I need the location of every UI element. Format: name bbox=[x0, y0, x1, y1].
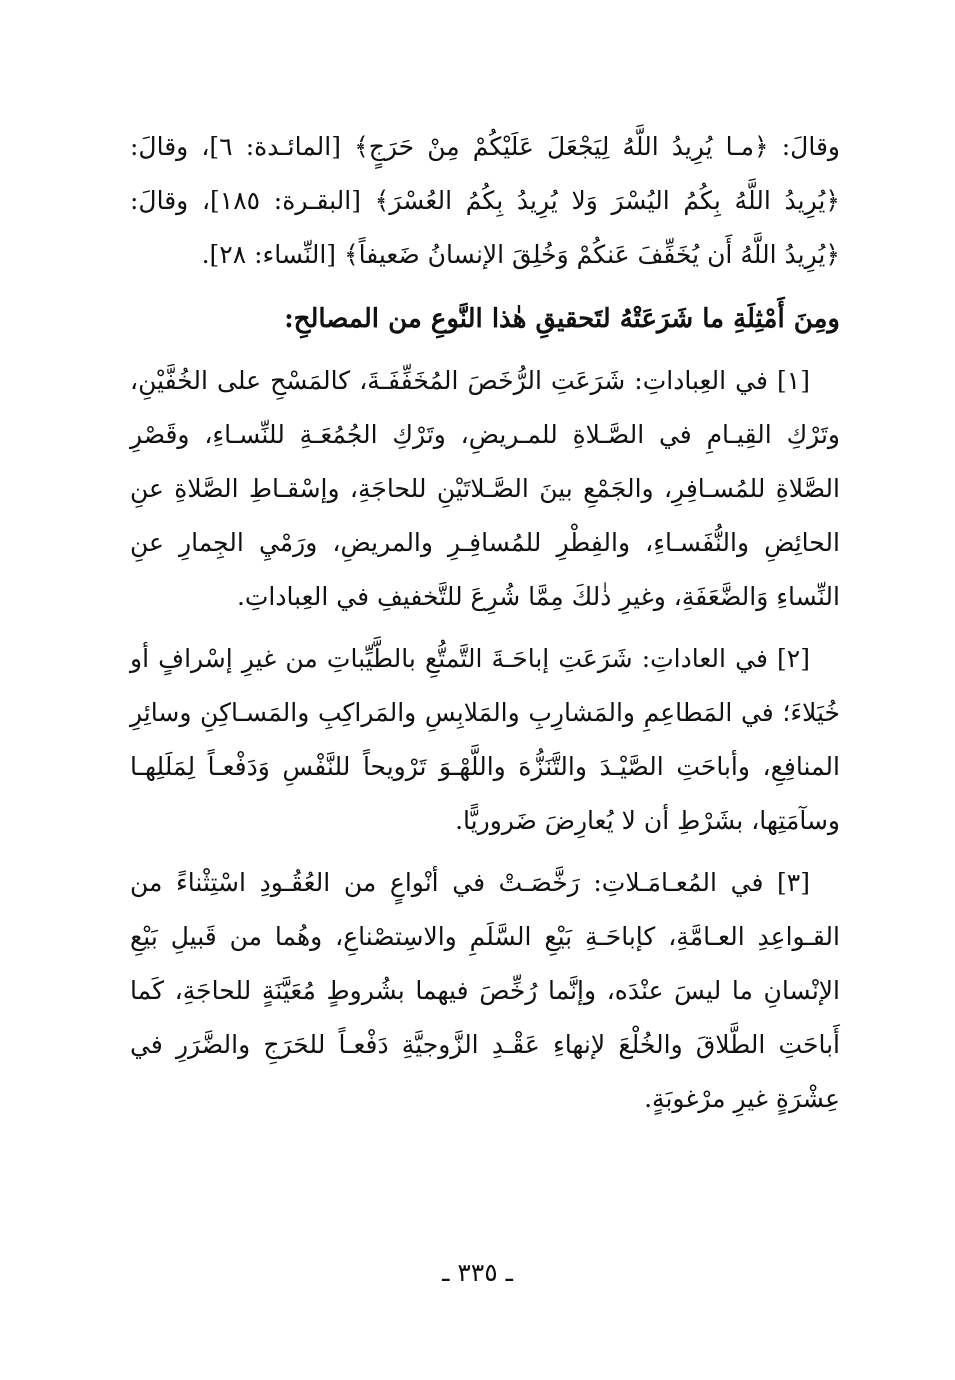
item-2-customs-paragraph: [٢] في العاداتِ: شَرَعَتِ إباحَـةَ التَّمتُّعِ بالطَّيِّباتِ من غيرِ إسْرافٍ أو خُيَلاءَ؛ في المَطاعِمِ والمَشارِبِ والمَلابِسِ والمَراكِبِ والمَسـاكِنِ وسائِرِ المنافِعِ، وأباحَتِ الصَّيْـدَ والتَّنَزُّهَ واللَّهْـوَ تَرْويحاً للنَّفْسِ وَدَفْعـاً لِمَلَلِهـا وسآمَتِها، بشَرْطِ أن لا يُعارِضَ ضَروريًّا. bbox=[130, 644, 840, 835]
document-page bbox=[130, 120, 840, 1126]
section-heading: ومِنَ أَمْثِلَةِ ما شَرَعَتْهُ لتَحقيقِ هٰذا النَّوعِ من المصالحِ: bbox=[284, 304, 840, 334]
page-number: ـ ٣٣٥ ـ bbox=[442, 1258, 513, 1287]
quranic-verses-paragraph: وقالَ: ﴿مـا يُرِيدُ اللَّهُ لِيَجْعَلَ عَلَيْكُمْ مِنْ حَرَجٍ﴾ [المائـدة: ٦]، وقالَ: ﴿يُرِيدُ اللَّهُ بِكُمُ اليُسْرَ وَلا يُرِيدُ بِكُمُ العُسْرَ﴾ [البقـرة: ١٨٥]، وقالَ: ﴿يُرِيدُ اللَّهُ أَن يُخَفِّفَ عَنكُمْ وَخُلِقَ الإنسانُ ضَعيفاً﴾ [النِّساء: ٢٨]. bbox=[130, 132, 840, 269]
item-3-transactions-paragraph: [٣] في المُعـامَـلاتِ: رَخَّصَـتْ في أنْواعٍ من العُقُـودِ اسْتِثْناءً من القـواعِدِ العـامَّةِ، كإباحَـةِ بَيْعِ السَّلَمِ والاسِتصْناعِ، وهُما من قَبيلِ بَيْعِ الإنْسانِ ما ليسَ عنْدَه، وإنَّما رُخِّصَ فيهما بشُروطٍ مُعَيَّنَةٍ للحاجَةِ، كَما أَباحَتِ الطَّلاقَ والخُلْعَ لإنهاءِ عَقْـدِ الزَّوجيَّةِ دَفْعـاً للحَرَجِ والضَّرَرِ في عِشْرَةٍ غيرِ مرْغوبَةٍ. bbox=[130, 868, 840, 1113]
item-1-worship-paragraph: [١] في العِباداتِ: شَرَعَتِ الرُّخَصَ المُخَفِّفَـةَ، كالمَسْحِ على الخُفَّيْنِ، وتَرْكِ القِيـامِ في الصَّـلاةِ للمـريضِ، وتَرْكِ الجُمُعَـةِ للنِّسـاءِ، وقَصْرِ الصَّلاةِ للمُسـافِرِ، والجَمْعِ بينَ الصَّـلاتَيْنِ للحاجَةِ، وإسْقـاطِ الصَّلاةِ عنِ الحائِضِ والنُّفَسـاءِ، والفِطْرِ للمُسافِـرِ والمريضِ، ورَمْيِ الجِمارِ عنِ النِّساءِ وَالضَّعَفَةِ، وغيرِ ذٰلكَ مِمَّا شُرِعَ للتَّخفيفِ في العِباداتِ. bbox=[130, 366, 840, 611]
